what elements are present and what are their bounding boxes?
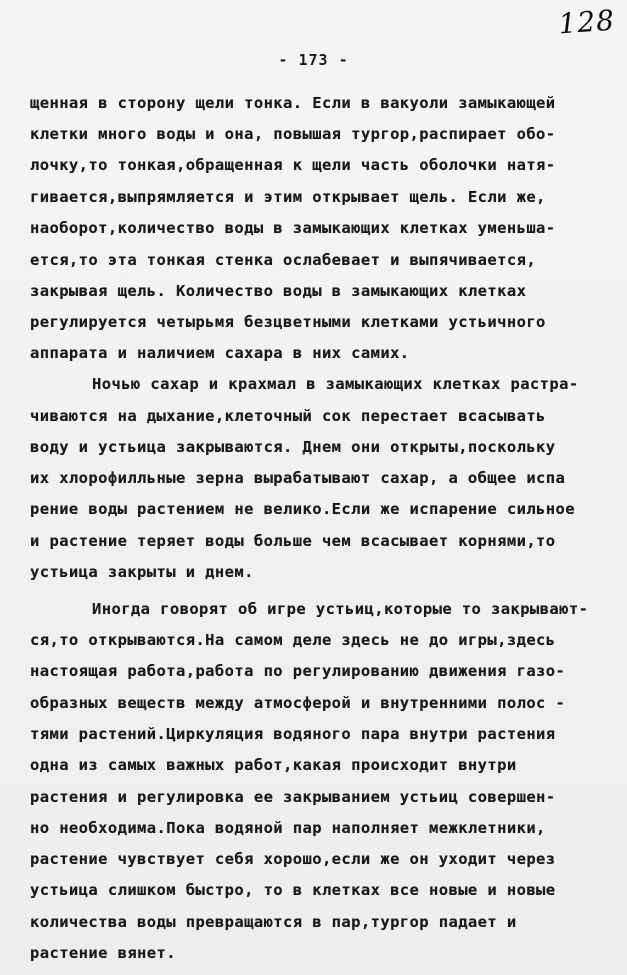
- text-line: но необходима.Пока водяной пар наполняет межклетники,: [30, 819, 546, 837]
- text-line: лочку,то тонкая,обращенная к щели часть оболочки натя-: [30, 156, 556, 174]
- text-line: наоборот,количество воды в замыкающих клетках уменьша-: [30, 219, 556, 237]
- text-line: их хлорофилльные зерна вырабатывают сахар, а общее испа: [30, 469, 566, 487]
- text-line: устьица слишком быстро, то в клетках все новые и новые: [30, 881, 556, 899]
- handwritten-page-number: 128: [557, 3, 617, 41]
- text-line: растение вянет.: [30, 944, 176, 962]
- text-line: воду и устьица закрываются. Днем они открыты,поскольку: [30, 438, 556, 456]
- text-line: закрывая щель. Количество воды в замыкающих клетках: [30, 282, 527, 300]
- text-line: щенная в сторону щели тонка. Если в вакуоли замыкающей: [30, 94, 556, 112]
- text-line: одна из самых важных работ,какая происходит внутри: [30, 756, 517, 774]
- body-text: [0, 94, 627, 975]
- text-line: растение чувствует себя хорошо,если же он уходит через: [30, 850, 556, 868]
- text-line: ся,то открываются.На самом деле здесь не до игры,здесь: [30, 631, 556, 649]
- text-line: настоящая работа,работа по регулированию движения газо-: [30, 662, 566, 680]
- text-line: чиваются на дыхание,клеточный сок перестает всасывать: [30, 407, 546, 425]
- text-line: рение воды растением не велико.Если же испарение сильное: [30, 500, 575, 518]
- text-line: регулируется четырьмя безцветными клетками устьичного: [30, 313, 546, 331]
- text-line: гивается,выпрямляется и этим открывает щель. Если же,: [30, 188, 546, 206]
- paragraph-first-line: Ночью сахар и крахмал в замыкающих клетках растра-: [92, 375, 579, 393]
- paragraph-first-line: Иногда говорят об игре устьиц,которые то закрывают-: [92, 600, 589, 618]
- text-line: аппарата и наличием сахара в них самих.: [30, 344, 410, 362]
- text-line: растения и регулировка ее закрыванием устьиц совершен-: [30, 788, 556, 806]
- text-line: клетки много воды и она, повышая тургор,распирает обо-: [30, 125, 556, 143]
- page-number: - 173 -: [278, 51, 349, 69]
- text-line: ется,то эта тонкая стенка ослабевает и выпячивается,: [30, 251, 537, 269]
- text-line: и растение теряет воды больше чем всасывает корнями,то: [30, 532, 556, 550]
- text-line: количества воды превращаются в пар,тургор падает и: [30, 913, 517, 931]
- text-line: тями растений.Циркуляция водяного пара внутри растения: [30, 725, 556, 743]
- text-line: образных веществ между атмосферой и внутренними полос -: [30, 694, 566, 712]
- text-line: устьица закрыты и днем.: [30, 563, 254, 581]
